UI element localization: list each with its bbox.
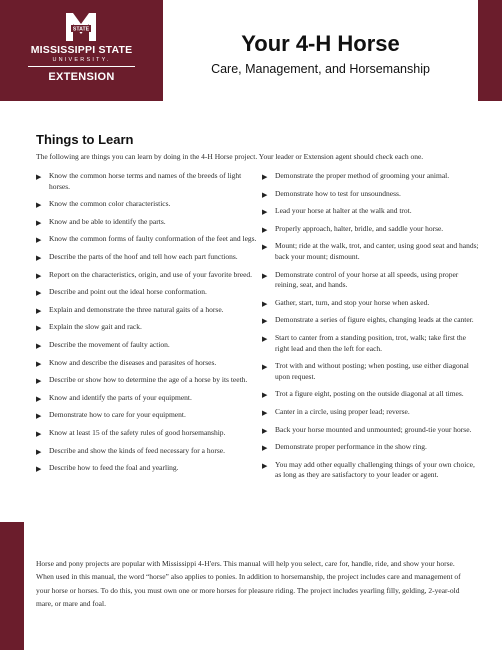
learning-item xyxy=(262,189,480,200)
learning-item xyxy=(262,171,480,182)
learning-item-text: Demonstrate how to care for your equipment. xyxy=(49,410,186,420)
bullet-triangle-icon: ▶ xyxy=(36,341,42,350)
logo-divider xyxy=(28,66,135,67)
bullet-triangle-icon: ▶ xyxy=(36,394,42,403)
learning-item xyxy=(262,407,480,418)
bullet-triangle-icon: ▶ xyxy=(262,208,268,217)
learning-item xyxy=(36,217,258,228)
logo-extension-label: EXTENSION xyxy=(48,71,115,83)
bullet-triangle-icon: ▶ xyxy=(36,306,42,315)
learning-item xyxy=(262,389,480,400)
learning-item-text: Trot with and without posting; when posting, use either diagonal upon request. xyxy=(275,361,469,381)
learning-item xyxy=(36,375,258,386)
learning-item xyxy=(262,224,480,235)
learning-item xyxy=(36,393,258,404)
msu-extension-logo xyxy=(0,0,163,101)
learning-item-text: Describe how to feed the foal and yearling. xyxy=(49,463,179,473)
learning-item-text: Describe the movement of faulty action. xyxy=(49,339,170,349)
learning-item xyxy=(262,298,480,309)
section-title: Things to Learn xyxy=(36,132,134,147)
learning-item xyxy=(36,428,258,439)
learning-item-text: Describe the parts of the hoof and tell how each part functions. xyxy=(49,251,238,261)
learning-item-text: Describe and point out the ideal horse conformation. xyxy=(49,287,207,297)
bullet-triangle-icon: ▶ xyxy=(262,317,268,326)
header-accent-bar xyxy=(478,0,502,101)
learning-item-text: Properly approach, halter, bridle, and saddle your horse. xyxy=(275,223,444,233)
learning-item-text: Start to canter from a standing position, trot, walk; take first the right lead and then the left for each. xyxy=(275,332,466,353)
msu-crest-icon xyxy=(64,10,98,44)
learning-item-text: Describe or show how to determine the age of a horse by its teeth. xyxy=(49,375,248,385)
learning-item-text: Lead your horse at halter at the walk and trot. xyxy=(275,206,412,216)
learning-item-text: Explain the slow gait and rack. xyxy=(49,322,142,332)
bullet-triangle-icon: ▶ xyxy=(262,444,268,453)
bullet-triangle-icon: ▶ xyxy=(36,377,42,386)
logo-university-label: UNIVERSITY. xyxy=(52,57,111,63)
logo-university-name: MISSISSIPPI STATE xyxy=(30,44,133,56)
learning-item xyxy=(262,315,480,326)
learning-item xyxy=(262,270,480,291)
learning-item-text: Know the common color characteristics. xyxy=(49,199,171,209)
learning-item xyxy=(262,241,480,262)
bullet-triangle-icon: ▶ xyxy=(36,324,42,333)
page-subtitle: Care, Management, and Horsemanship xyxy=(211,62,430,76)
learning-item-text: Trot a figure eight, posting on the outside diagonal at all times. xyxy=(275,389,464,399)
learning-item-text: Describe and show the kinds of feed necessary for a horse. xyxy=(49,445,225,455)
learning-item xyxy=(36,322,258,333)
learning-item xyxy=(262,361,480,382)
bullet-triangle-icon: ▶ xyxy=(36,173,42,181)
learning-item-text: Explain and demonstrate the three natural gaits of a horse. xyxy=(49,304,224,314)
bullet-triangle-icon: ▶ xyxy=(262,391,268,400)
learning-item xyxy=(36,340,258,351)
bullet-triangle-icon: ▶ xyxy=(36,412,42,421)
bullet-triangle-icon: ▶ xyxy=(36,201,42,210)
learning-item xyxy=(262,442,480,453)
bullet-triangle-icon: ▶ xyxy=(262,225,268,234)
bullet-triangle-icon: ▶ xyxy=(36,359,42,368)
learning-list-right xyxy=(262,171,480,488)
bullet-triangle-icon: ▶ xyxy=(262,190,268,199)
learning-item-text: Report on the characteristics, origin, and use of your favorite breed. xyxy=(49,269,253,279)
crest-text: STATE xyxy=(72,26,90,33)
learning-item xyxy=(36,287,258,298)
learning-item xyxy=(36,463,258,474)
page-title: Your 4-H Horse xyxy=(241,31,400,56)
learning-item-text: Demonstrate a series of figure eights, changing leads at the canter. xyxy=(275,315,474,325)
learning-item-text: Know the common horse terms and names of the breeds of light horses. xyxy=(49,171,242,191)
learning-item xyxy=(36,234,258,245)
learning-item-text: Know at least 15 of the safety rules of good horsemanship. xyxy=(49,427,226,437)
bullet-triangle-icon: ▶ xyxy=(262,299,268,308)
bullet-triangle-icon: ▶ xyxy=(36,447,42,456)
learning-item-text: Gather, start, turn, and stop your horse when asked. xyxy=(275,297,430,307)
learning-item xyxy=(262,425,480,436)
learning-item-text: Know and be able to identify the parts. xyxy=(49,216,166,226)
learning-item xyxy=(36,358,258,369)
bullet-triangle-icon: ▶ xyxy=(262,408,268,417)
bullet-triangle-icon: ▶ xyxy=(36,429,42,438)
section-intro: The following are things you can learn by doing in the 4-H Horse project. Your leader or Extension agent should check each one. xyxy=(36,152,424,161)
bullet-triangle-icon: ▶ xyxy=(36,253,42,262)
learning-item-text: Demonstrate proper performance in the show ring. xyxy=(275,442,427,452)
learning-item-text: Know and identify the parts of your equipment. xyxy=(49,392,192,402)
learning-item-text: Demonstrate how to test for unsoundness. xyxy=(275,188,401,198)
bullet-triangle-icon: ▶ xyxy=(36,271,42,280)
bullet-triangle-icon: ▶ xyxy=(36,236,42,245)
learning-item-text: Know and describe the diseases and parasites of horses. xyxy=(49,357,217,367)
project-description: Horse and pony projects are popular with Mississippi 4-H'ers. This manual will help you select, care for, handle, ride, and show your horse. When used in this manual, the word “horse” also applies to ponies. In addition to horsemanship, the project includes care and management of your horse or horses. To do this, you must own one or more horses for pleasure riding. The project includes yearling filly, gelding, 2-year-old mare, or mare and foal. xyxy=(36,559,461,608)
learning-item-text: Know the common forms of faulty conformation of the feet and legs. xyxy=(49,234,257,244)
bullet-triangle-icon: ▶ xyxy=(262,271,268,280)
learning-item-text: Canter in a circle, using proper lead; reverse. xyxy=(275,406,410,416)
bullet-triangle-icon: ▶ xyxy=(262,363,268,372)
learning-item xyxy=(262,206,480,217)
learning-item xyxy=(36,199,258,210)
learning-item xyxy=(36,305,258,316)
footer-accent-bar xyxy=(0,522,24,650)
learning-item-text: You may add other equally challenging things of your own choice, as long as they are satisfactory to your leader or agent. xyxy=(275,459,475,480)
bullet-triangle-icon: ▶ xyxy=(36,218,42,227)
bullet-triangle-icon: ▶ xyxy=(262,173,268,181)
learning-item xyxy=(262,460,480,481)
learning-item xyxy=(36,270,258,281)
learning-item xyxy=(36,446,258,457)
bullet-triangle-icon: ▶ xyxy=(262,334,268,343)
learning-list-left xyxy=(36,171,258,481)
bullet-triangle-icon: ▶ xyxy=(262,243,268,252)
learning-item-text: Demonstrate the proper method of grooming your animal. xyxy=(275,171,450,180)
learning-item xyxy=(262,333,480,354)
learning-item-text: Demonstrate control of your horse at all speeds, using proper reining, seat, and hands. xyxy=(275,269,459,290)
bullet-triangle-icon: ▶ xyxy=(262,461,268,470)
bullet-triangle-icon: ▶ xyxy=(262,426,268,435)
learning-item xyxy=(36,252,258,263)
bullet-triangle-icon: ▶ xyxy=(36,465,42,474)
learning-item-text: Back your horse mounted and unmounted; ground-tie your horse. xyxy=(275,424,472,434)
learning-item xyxy=(36,171,258,192)
bullet-triangle-icon: ▶ xyxy=(36,289,42,298)
learning-item xyxy=(36,410,258,421)
learning-item-text: Mount; ride at the walk, trot, and canter, using good seat and hands; back your mount; dismount. xyxy=(275,241,479,261)
